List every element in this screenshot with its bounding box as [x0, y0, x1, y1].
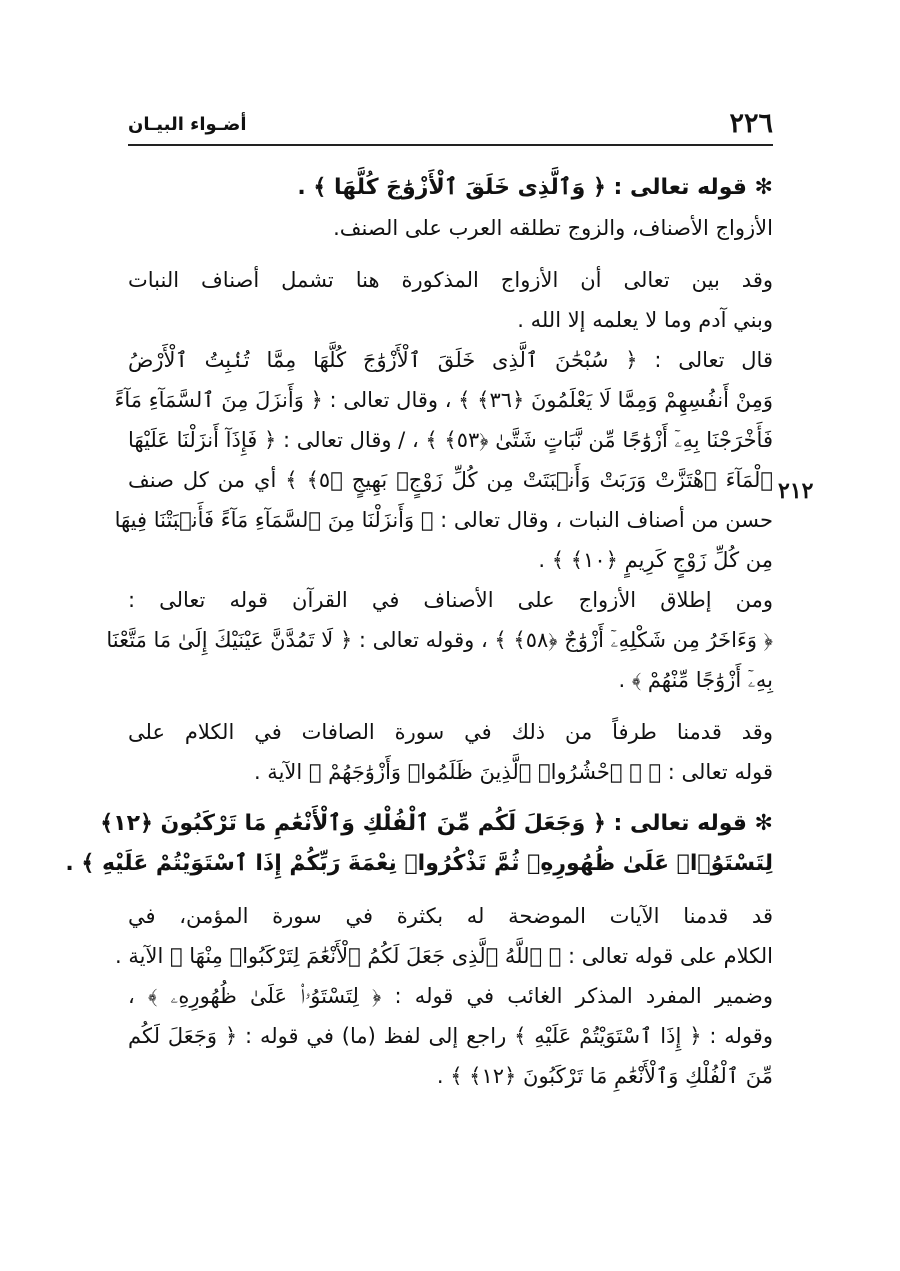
text-line: مِّنَ ٱلْفُلْكِ وَٱلْأَنْعَٰمِ مَا تَرْكَبُونَ ﴿١٢﴾ ﴾ . — [436, 1064, 773, 1088]
text-line: ٱلْمَآءَ ٱهْتَزَّتْ وَرَبَتْ وَأَنۢبَتَتْ مِن كُلِّ زَوْجٍۭ بَهِيجٍ ﴿٥﴾ ﴾ أي من كل صنف — [128, 468, 773, 492]
margin-page-reference: ٢١٢ — [778, 478, 814, 504]
text-line: وقد بين تعالى أن الأزواج المذكورة هنا تشمل أصناف النبات — [128, 268, 773, 292]
text-line: حسن من أصناف النبات ، وقال تعالى : ﴿ وَأَنزَلْنَا مِنَ ٱلسَّمَآءِ مَآءً فَأَنۢبَتْنَا فِيهَا — [114, 508, 773, 532]
text-line: وبني آدم وما لا يعلمه إلا الله . — [517, 308, 773, 332]
page-body — [65, 168, 773, 1096]
page-number: ٢٢٦ — [729, 108, 773, 139]
text-line: الأزواج الأصناف، والزوج تطلقه العرب على الصنف. — [333, 216, 773, 240]
text-line: ومن إطلاق الأزواج على الأصناف في القرآن قوله تعالى : — [128, 588, 773, 612]
text-line: قوله تعالى : ﴿ ۞ ٱحْشُرُوا۟ ٱلَّذِينَ ظَلَمُوا۟ وَأَزْوَٰجَهُمْ ﴾ الآية . — [253, 760, 773, 784]
text-line: وقد قدمنا طرفاً من ذلك في سورة الصافات في الكلام على — [128, 720, 773, 744]
running-title: أضـواء البيـان — [128, 114, 247, 135]
text-line: ﴿ وَءَاخَرُ مِن شَكْلِهِۦٓ أَزْوَٰجٌ ﴿٥٨﴾ ﴾ ، وقوله تعالى : ﴿ لَا تَمُدَّنَّ عَيْنَيْكَ إِلَىٰ مَا مَتَّعْنَا — [106, 628, 773, 652]
text-line: قال تعالى : ﴿ سُبْحَٰنَ ٱلَّذِى خَلَقَ ٱلْأَزْوَٰجَ كُلَّهَا مِمَّا تُنۢبِتُ ٱلْأَرْضُ — [128, 348, 773, 372]
text-line: وَمِنْ أَنفُسِهِمْ وَمِمَّا لَا يَعْلَمُونَ ﴿٣٦﴾ ﴾ ، وقال تعالى : ﴿ وَأَنزَلَ مِنَ ٱلسَّمَآءِ مَآءً — [114, 388, 773, 412]
text-line: فَأَخْرَجْنَا بِهِۦٓ أَزْوَٰجًا مِّن نَّبَاتٍ شَتَّىٰ ﴿٥٣﴾ ﴾ ، / وقال تعالى : ﴿ فَإِذَآ أَنزَلْنَا عَلَيْهَا — [128, 428, 773, 452]
text-line: بِهِۦٓ أَزْوَٰجًا مِّنْهُمْ ﴾ . — [618, 668, 773, 692]
text-line: الكلام على قوله تعالى : ﴿ ٱللَّهُ ٱلَّذِى جَعَلَ لَكُمُ ٱلْأَنْعَٰمَ لِتَرْكَبُوا۟ مِنْهَا ﴾ الآية . — [115, 944, 773, 968]
text-line: وقوله : ﴿ إِذَا ٱسْتَوَيْتُمْ عَلَيْهِ ﴾ راجع إلى لفظ (ما) في قوله : ﴿ وَجَعَلَ لَكُم — [128, 1024, 773, 1048]
page-header — [128, 108, 773, 146]
text-line: قد قدمنا الآيات الموضحة له بكثرة في سورة المؤمن، في — [128, 904, 773, 928]
text-line: مِن كُلِّ زَوْجٍ كَرِيمٍ ﴿١٠﴾ ﴾ . — [538, 548, 773, 572]
heading-line: ✻ قوله تعالى : ﴿ وَٱلَّذِى خَلَقَ ٱلْأَزْوَٰجَ كُلَّهَا ﴾ . — [297, 175, 773, 200]
text-line: وضمير المفرد المذكر الغائب في قوله : ﴿ لِتَسْتَوُۥا۟ عَلَىٰ ظُهُورِهِۦ ﴾ ، — [128, 984, 773, 1008]
heading-line: ✻ قوله تعالى : ﴿ وَجَعَلَ لَكُم مِّنَ ٱلْفُلْكِ وَٱلْأَنْعَٰمِ مَا تَرْكَبُونَ ﴿١٢﴾ — [100, 811, 773, 836]
heading-line: لِتَسْتَوُۥا۟ عَلَىٰ ظُهُورِهِۦ ثُمَّ تَذْكُرُوا۟ نِعْمَةَ رَبِّكُمْ إِذَا ٱسْتَوَيْتُمْ عَلَيْهِ ﴾ . — [65, 851, 773, 876]
